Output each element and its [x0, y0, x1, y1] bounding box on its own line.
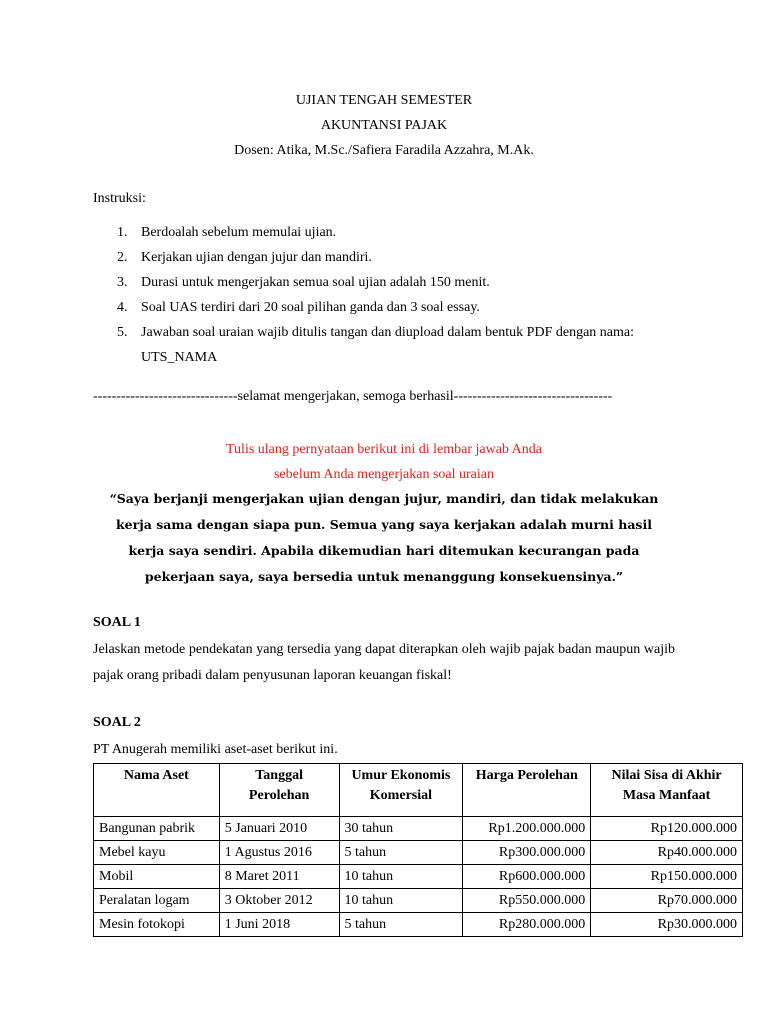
instruction-item: 3. Durasi untuk mengerjakan semua soal ujian adalah 150 menit. — [117, 275, 490, 290]
pledge-line-1: Tulis ulang pernyataan berikut ini di lembar jawab Anda — [226, 442, 542, 457]
column-header: Tanggal Perolehan — [219, 764, 339, 817]
table-cell: Rp1.200.000.000 — [463, 817, 591, 841]
table-header-row — [94, 764, 743, 817]
table-cell: Rp150.000.000 — [591, 865, 743, 889]
soal-2-heading: SOAL 2 — [93, 715, 141, 730]
exam-title: UJIAN TENGAH SEMESTER — [295, 93, 473, 108]
table-cell: Mesin fotokopi — [94, 913, 220, 937]
instructions-list — [93, 220, 693, 370]
table-row — [94, 865, 743, 889]
pledge-quote: “Saya berjanji mengerjakan ujian dengan jujur, mandiri, dan tidak melakukan kerja sama dengan siapa pun. Semua yang saya kerjakan adalah murni hasil kerja saya sendiri. Apabila dikemudian hari ditemukan kecurangan pada pekerjaan saya, saya bersedia untuk menanggung konsekuensinya.” — [109, 491, 659, 584]
table-cell: 8 Maret 2011 — [219, 865, 339, 889]
table-row — [94, 889, 743, 913]
instruction-item: 1. Berdoalah sebelum memulai ujian. — [117, 225, 337, 240]
table-cell: 1 Juni 2018 — [219, 913, 339, 937]
table-cell: 3 Oktober 2012 — [219, 889, 339, 913]
table-cell: Rp280.000.000 — [463, 913, 591, 937]
divider-text: -------------------------------selamat mengerjakan, semoga berhasil---------------------------------- — [93, 389, 613, 404]
soal-1-text: Jelaskan metode pendekatan yang tersedia yang dapat diterapkan oleh wajib pajak badan maupun wajib pajak orang pribadi dalam penyusunan laporan keuangan fiskal! — [93, 642, 675, 683]
table-cell: 5 tahun — [339, 913, 463, 937]
table-cell: 5 tahun — [339, 841, 463, 865]
table-cell: Mebel kayu — [94, 841, 220, 865]
table-cell: Rp300.000.000 — [463, 841, 591, 865]
table-cell: 10 tahun — [339, 889, 463, 913]
exam-header — [0, 88, 768, 163]
table-cell: Rp40.000.000 — [591, 841, 743, 865]
table-cell: Rp550.000.000 — [463, 889, 591, 913]
table-row — [94, 913, 743, 937]
table-cell: 5 Januari 2010 — [219, 817, 339, 841]
exam-lecturer: Dosen: Atika, M.Sc./Safiera Faradila Azzahra, M.Ak. — [234, 143, 534, 158]
soal-1-heading: SOAL 1 — [93, 615, 141, 630]
table-cell: 1 Agustus 2016 — [219, 841, 339, 865]
pledge-instruction — [0, 437, 768, 487]
asset-table — [93, 763, 743, 937]
table-cell: Peralatan logam — [94, 889, 220, 913]
instructions — [93, 188, 693, 370]
instruction-item: 5. Jawaban soal uraian wajib ditulis tangan dan diupload dalam bentuk PDF dengan nama: — [117, 325, 634, 340]
soal-2-intro: PT Anugerah memiliki aset-aset berikut ini. — [93, 742, 338, 757]
exam-subject: AKUNTANSI PAJAK — [320, 118, 448, 133]
table-cell: 30 tahun — [339, 817, 463, 841]
pledge-line-2: sebelum Anda mengerjakan soal uraian — [273, 467, 495, 482]
table-cell: 10 tahun — [339, 865, 463, 889]
column-header: Umur Ekonomis Komersial — [339, 764, 463, 817]
table-cell: Bangunan pabrik — [94, 817, 220, 841]
instruction-item: 4. Soal UAS terdiri dari 20 soal pilihan ganda dan 3 soal essay. — [117, 300, 480, 315]
table-cell: Rp120.000.000 — [591, 817, 743, 841]
table-cell: Mobil — [94, 865, 220, 889]
column-header: Harga Perolehan — [463, 764, 591, 817]
table-row — [94, 817, 743, 841]
instruction-item: 2. Kerjakan ujian dengan jujur dan mandiri. — [117, 250, 372, 265]
column-header: Nama Aset — [94, 764, 220, 817]
column-header: Nilai Sisa di Akhir Masa Manfaat — [591, 764, 743, 817]
instruction-item-continuation: UTS_NAMA — [141, 350, 218, 365]
table-row — [94, 841, 743, 865]
table-cell: Rp600.000.000 — [463, 865, 591, 889]
instructions-label: Instruksi: — [93, 191, 146, 206]
table-cell: Rp70.000.000 — [591, 889, 743, 913]
table-cell: Rp30.000.000 — [591, 913, 743, 937]
